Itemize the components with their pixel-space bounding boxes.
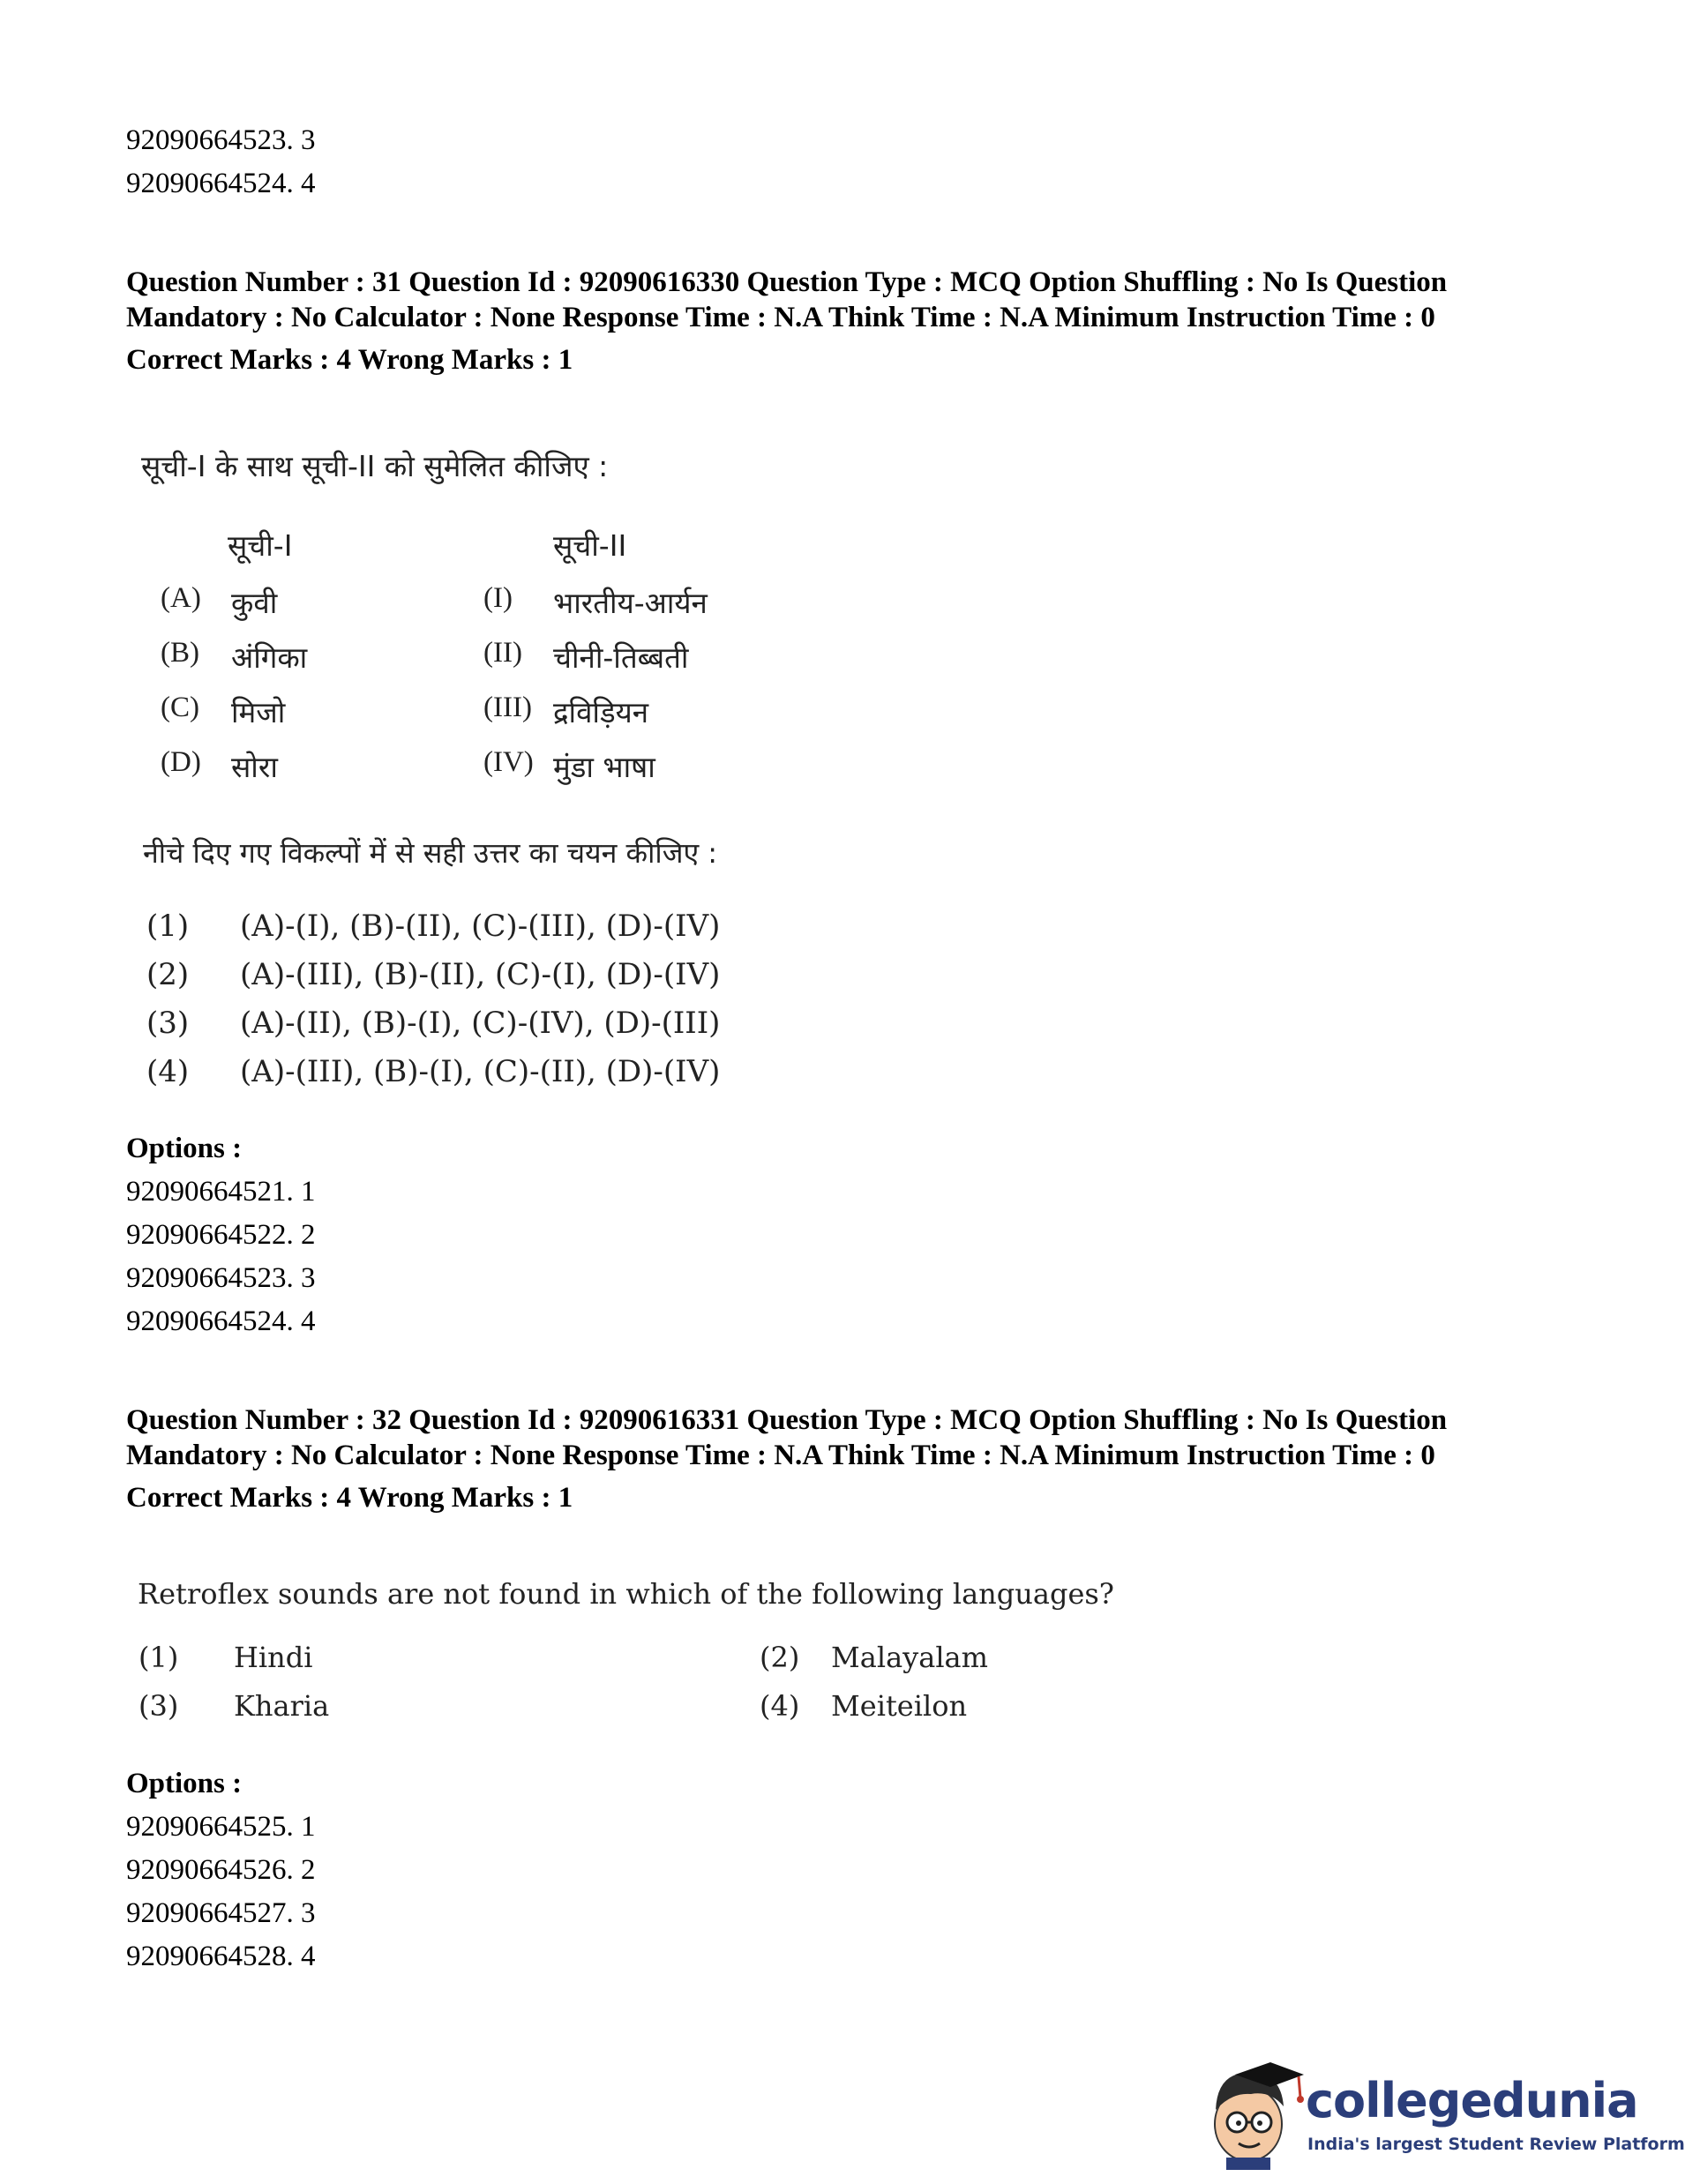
q32-header [126,1402,1449,1520]
mascot-icon [1200,2055,1314,2170]
choice-number: (4) [760,1689,800,1723]
choice-number: (1) [139,1641,179,1674]
option-line: 92090664526. 2 [126,1854,316,1886]
row-roman: (IV) [483,746,534,778]
options-label: Options : [126,1768,243,1799]
choice-text: Kharia [234,1689,330,1723]
choice-text: (A)-(II), (B)-(I), (C)-(IV), (D)-(III) [240,1006,721,1041]
row-roman: (III) [483,692,532,723]
choice-number: (4) [146,1054,190,1089]
row-left-text: मिजो [231,695,286,729]
row-right-text: द्रविड़ियन [553,695,649,729]
row-letter: (C) [161,692,199,723]
row-roman: (II) [483,637,522,669]
choice-text: (A)-(III), (B)-(I), (C)-(II), (D)-(IV) [240,1054,721,1089]
option-line: 92090664528. 4 [126,1941,316,1972]
option-line: 92090664524. 4 [126,168,316,199]
option-line: 92090664525. 1 [126,1811,316,1843]
q32-prompt: Retroflex sounds are not found in which of the following languages? [138,1577,1114,1611]
q31-list1-heading: सूची-I [228,528,293,563]
q31-list2-heading: सूची-II [553,528,627,563]
choice-text: Hindi [234,1641,313,1674]
row-letter: (D) [161,746,201,778]
choice-number: (1) [146,909,190,944]
q32-marks: Correct Marks : 4 Wrong Marks : 1 [126,1482,573,1514]
row-letter: (A) [161,582,201,614]
row-letter: (B) [161,637,199,669]
q32-meta: Question Number : 32 Question Id : 92090616331 Question Type : MCQ Option Shuffling : No Is Question Mandatory : No Calculator : None Response Time : N.A Think Time : N.A Minimum Instruction Time : 0 [126,1404,1448,1471]
logo-tagline: India's largest Student Review Platform [1307,2135,1685,2154]
option-line: 92090664523. 3 [126,1262,316,1294]
carryover-options [126,119,316,206]
option-line: 92090664524. 4 [126,1305,316,1337]
collegedunia-logo [1200,2055,1685,2170]
q31-header [126,265,1449,382]
logo-wordmark: collegedunia [1306,2073,1638,2128]
row-left-text: कुवी [231,586,278,620]
options-label: Options : [126,1133,243,1164]
q32-options [126,1762,316,1978]
option-line: 92090664527. 3 [126,1897,316,1929]
q31-instruction: नीचे दिए गए विकल्पों में से सही उत्तर का चयन कीजिए : [143,836,718,870]
row-right-text: चीनी-तिब्बती [553,640,689,675]
choice-text: Malayalam [831,1641,988,1674]
option-line: 92090664522. 2 [126,1219,316,1251]
option-line: 92090664523. 3 [126,124,316,156]
option-line: 92090664521. 1 [126,1176,316,1208]
q31-options [126,1127,316,1343]
q31-marks: Correct Marks : 4 Wrong Marks : 1 [126,344,573,376]
choice-number: (3) [139,1689,179,1723]
row-right-text: भारतीय-आर्यन [553,586,708,620]
choice-text: (A)-(I), (B)-(II), (C)-(III), (D)-(IV) [240,909,721,944]
q31-prompt: सूची-I के साथ सूची-II को सुमेलित कीजिए : [141,449,609,483]
choice-text: Meiteilon [831,1689,968,1723]
row-left-text: अंगिका [231,640,308,675]
row-roman: (I) [483,582,513,614]
choice-text: (A)-(III), (B)-(II), (C)-(I), (D)-(IV) [240,957,721,992]
choice-number: (2) [146,957,190,992]
q31-meta: Question Number : 31 Question Id : 92090616330 Question Type : MCQ Option Shuffling : No Is Question Mandatory : No Calculator : None Response Time : N.A Think Time : N.A Minimum Instruction Time : 0 [126,266,1448,333]
row-right-text: मुंडा भाषा [553,750,655,784]
choice-number: (2) [760,1641,800,1674]
choice-number: (3) [146,1006,190,1041]
row-left-text: सोरा [231,750,278,784]
